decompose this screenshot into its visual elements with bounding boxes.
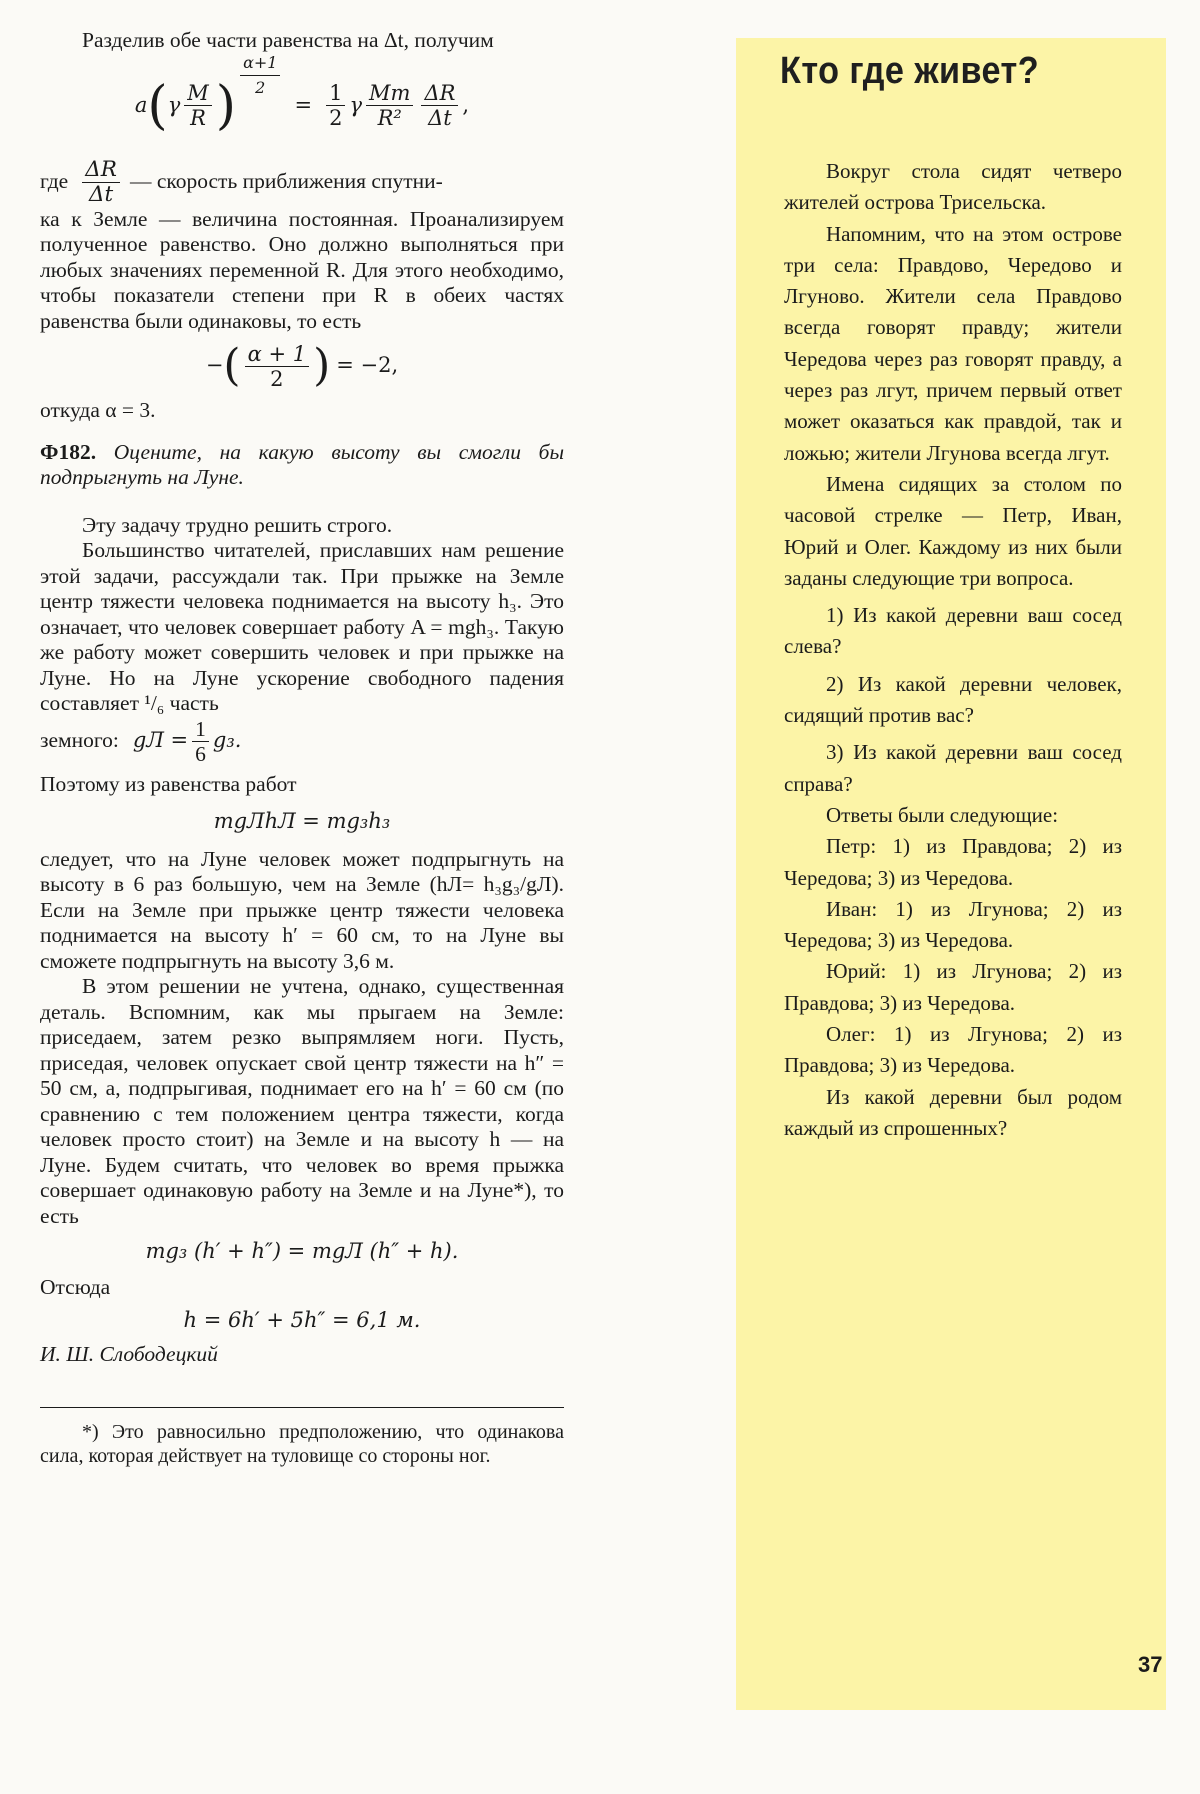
solution-intro: Эту задачу трудно решить строго.	[82, 512, 393, 537]
answer-ivan: Иван: 1) из Лгунова; 2) из Чередова; 3) из Чередова.	[784, 896, 1122, 953]
fraction-M-R: $\frac{M}{R}$	[184, 81, 212, 130]
equation-result: h = 6h′ + 5h″ = 6,1 м.	[183, 1308, 421, 1332]
answer-yuri: Юрий: 1) из Лгунова; 2) из Правдова; 3) из Чередова.	[784, 959, 1122, 1015]
analysis-paragraph: ка к Земле — величина постоянная. Проанализируем полученное равенство. Оно должно выполняться при любых значениях переменной R. Для этого необходимо, чтобы показатели степени при R в обеих частях равенства были одинаковы, то есть	[40, 206, 564, 333]
footnote-divider	[40, 1407, 564, 1408]
solution-paragraph-2: следует, что на Луне человек может подпрыгнуть на высоту в 6 раз большую, чем на Земле (hЛ= h₃g₃/gЛ). Если на Земле при прыжке центр тяжести человека поднимается на высоту h′ = 60 см, то на Луне вы сможете подпрыгнуть на высоту 3,6 м.	[40, 846, 564, 973]
equation-gravity-line: земного: gЛ = $\frac{1}{6}$ g₃.	[40, 716, 242, 766]
page-number: 37	[1138, 1652, 1163, 1677]
footnote: *) Это равносильно предположению, что одинакова сила, которая действует на туловище со стороны ног.	[40, 1421, 564, 1467]
equation-exponent: − ( $\frac{\alpha + 1}{2}$ ) = −2,	[205, 340, 399, 391]
puzzle-text	[784, 156, 1122, 1144]
puzzle-paragraph: Напомним, что на этом острове три села: Правдово, Чередово и Лгуново. Жители села Правдово всегда говорят правду; жители Чередова через раз говорят правду, а через раз лгут, причем первый ответ может оказаться как правдой, так и ложью; жители Лгунова всегда лгут.	[784, 221, 1122, 465]
left-column	[40, 28, 564, 1468]
hence-line: Отсюда	[40, 1274, 111, 1299]
puzzle-paragraph: Вокруг стола сидят четверо жителей острова Трисельска.	[784, 159, 1122, 215]
fraction-dR-dt: $\frac{\Delta R}{\Delta t}$	[421, 81, 458, 130]
equation-work: mgЛhЛ = mg₃h₃	[213, 809, 391, 833]
solution-paragraph-1: Большинство читателей, приславших нам решение этой задачи, рассуждали так. При прыжке на Земле центр тяжести человека поднимается на высоту h₃. Это означает, что человек совершает работу A = mgh₃. Такую же работу может совершить человек и при прыжке на Луне. Но на Луне ускорение свободного падения составляет ¹/₆ часть	[40, 538, 564, 715]
puzzle-title: Кто где живет?	[780, 50, 1040, 92]
author-signature: И. Ш. Слободецкий	[40, 1341, 218, 1366]
answer-petr: Петр: 1) из Правдова; 2) из Чередова; 3) из Чередова.	[784, 834, 1122, 890]
puzzle-question: Из какой деревни был родом каждый из спрошенных?	[784, 1084, 1122, 1140]
fraction-half: $\frac{1}{2}$	[326, 81, 345, 130]
work-equality-intro: Поэтому из равенства работ	[40, 771, 297, 796]
problem-id: Ф182.	[40, 439, 97, 464]
right-paren: )	[215, 75, 237, 136]
problem-statement: Ф182. Оцените, на какую высоту вы смогли бы подпрыгнуть на Луне.	[40, 439, 565, 489]
intro-paragraph: Разделив обе части равенства на Δt, получим	[82, 28, 494, 52]
puzzle-paragraph: Имена сидящих за столом по часовой стрелке — Петр, Иван, Юрий и Олег. Каждому из них были заданы следующие три вопроса.	[784, 471, 1122, 590]
question-1: 1) Из какой деревни ваш сосед слева?	[784, 603, 1122, 659]
puzzle-box	[736, 38, 1166, 1710]
whence-line: откуда α = 3.	[40, 398, 156, 422]
where-line: где $\frac{\Delta R}{\Delta t}$ — скорость приближения спутни-	[40, 156, 443, 207]
equation-main: a ( γ $\frac{M}{R}$ ) $\frac{\alpha+1}{2}$ = $\frac{1}{2}$ γ $\frac{Mm}{\text{R²}}$ $\frac{\Delta R}{\Delta t}$ ,	[134, 53, 470, 136]
exponent: $\frac{\alpha+1}{2}$	[236, 51, 284, 100]
answers-intro: Ответы были следующие:	[826, 802, 1059, 827]
question-3: 3) Из какой деревни ваш сосед справа?	[784, 740, 1122, 796]
left-paren: (	[147, 75, 168, 136]
equation-energy: mg₃ (h′ + h″) = mgЛ (h″ + h).	[145, 1239, 459, 1263]
question-2: 2) Из какой деревни человек, сидящий против вас?	[784, 671, 1122, 728]
fraction-Mm-R2: $\frac{Mm}{\text{R²}}$	[366, 81, 413, 130]
answer-oleg: Олег: 1) из Лгунова; 2) из Правдова; 3) из Чередова.	[784, 1022, 1122, 1078]
solution-paragraph-3: В этом решении не учтена, однако, существенная деталь. Вспомним, как мы прыгаем на Земле: приседаем, затем резко выпрямляем ноги. Пусть, приседая, человек опускает свой центр тяжести на h″ = 50 см, а, подпрыгивая, поднимает его на h′ = 60 см (по сравнению с тем положением центра тяжести, когда человек просто стоит) на Земле и на высоту h — на Луне. Будем считать, что человек во время прыжка совершает одинаковую работу на Земле и на Луне*), то есть	[40, 974, 564, 1228]
